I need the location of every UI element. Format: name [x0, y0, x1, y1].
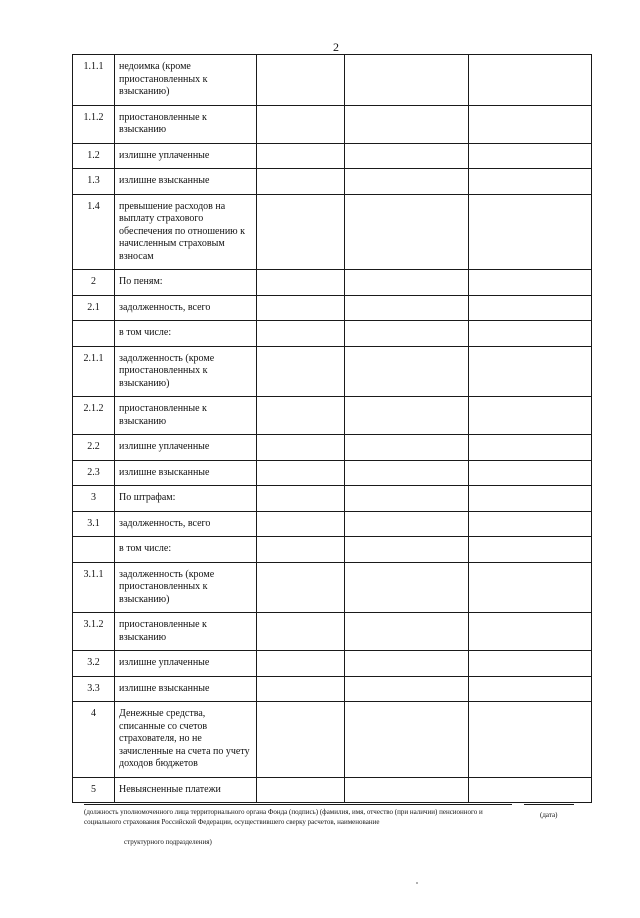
table-row — [73, 613, 592, 651]
table-cell — [469, 676, 592, 702]
table-row — [73, 562, 592, 613]
table-cell — [257, 194, 345, 270]
table-cell — [469, 397, 592, 435]
row-label: в том числе: — [115, 537, 257, 563]
table-cell — [469, 486, 592, 512]
table-row — [73, 702, 592, 778]
table-cell — [257, 651, 345, 677]
table-cell — [469, 537, 592, 563]
row-label: излишне взысканные — [115, 169, 257, 195]
table-cell — [469, 270, 592, 296]
row-number: 1.2 — [73, 143, 115, 169]
row-number: 2.3 — [73, 460, 115, 486]
row-number: 1.3 — [73, 169, 115, 195]
table-cell — [257, 346, 345, 397]
row-label: превышение расходов на выплату страхового обеспечения по отношению к начисленным страховым взносам — [115, 194, 257, 270]
table-cell — [257, 397, 345, 435]
table-cell — [345, 270, 469, 296]
table-row — [73, 777, 592, 803]
row-label: По штрафам: — [115, 486, 257, 512]
row-label: излишне уплаченные — [115, 143, 257, 169]
table-cell — [257, 169, 345, 195]
table-cell — [469, 194, 592, 270]
table-cell — [469, 346, 592, 397]
date-line — [524, 804, 574, 805]
table-row — [73, 460, 592, 486]
table-row — [73, 486, 592, 512]
table-cell — [257, 777, 345, 803]
table-cell — [345, 55, 469, 106]
table-row — [73, 169, 592, 195]
table-cell — [257, 702, 345, 778]
table-row — [73, 651, 592, 677]
table-cell — [469, 435, 592, 461]
table-cell — [257, 613, 345, 651]
row-number: 3.1 — [73, 511, 115, 537]
table-cell — [257, 460, 345, 486]
table-cell — [345, 397, 469, 435]
table-cell — [469, 55, 592, 106]
row-label: излишне взысканные — [115, 676, 257, 702]
row-number — [73, 537, 115, 563]
scan-speck — [416, 882, 418, 884]
table-row — [73, 55, 592, 106]
row-label: приостановленные к взысканию — [115, 613, 257, 651]
row-label: задолженность (кроме приостановленных к взысканию) — [115, 346, 257, 397]
table-cell — [345, 537, 469, 563]
row-number: 2.1.1 — [73, 346, 115, 397]
table-row — [73, 194, 592, 270]
table-cell — [345, 295, 469, 321]
row-number: 5 — [73, 777, 115, 803]
row-number — [73, 321, 115, 347]
row-label: приостановленные к взысканию — [115, 397, 257, 435]
table-cell — [345, 435, 469, 461]
table-cell — [469, 169, 592, 195]
row-label: излишне взысканные — [115, 460, 257, 486]
table-cell — [469, 562, 592, 613]
table-cell — [345, 562, 469, 613]
row-label: излишне уплаченные — [115, 651, 257, 677]
table-cell — [345, 460, 469, 486]
table-cell — [345, 613, 469, 651]
table-row — [73, 143, 592, 169]
table-cell — [345, 321, 469, 347]
signature-line — [84, 804, 512, 805]
table-cell — [345, 105, 469, 143]
row-label: Невыясненные платежи — [115, 777, 257, 803]
row-number: 3.2 — [73, 651, 115, 677]
table-cell — [469, 143, 592, 169]
row-number: 3 — [73, 486, 115, 512]
table-cell — [257, 537, 345, 563]
table-row — [73, 537, 592, 563]
row-label: По пеням: — [115, 270, 257, 296]
page-number: 2 — [333, 40, 339, 54]
table-cell — [469, 511, 592, 537]
row-label: задолженность (кроме приостановленных к взысканию) — [115, 562, 257, 613]
table-cell — [469, 613, 592, 651]
row-number: 3.1.2 — [73, 613, 115, 651]
row-label: излишне уплаченные — [115, 435, 257, 461]
table-cell — [345, 143, 469, 169]
table-cell — [469, 460, 592, 486]
table-row — [73, 346, 592, 397]
table-cell — [469, 295, 592, 321]
table-cell — [257, 295, 345, 321]
row-label: задолженность, всего — [115, 295, 257, 321]
table-cell — [345, 702, 469, 778]
table-cell — [469, 321, 592, 347]
table-cell — [257, 270, 345, 296]
row-number: 1.4 — [73, 194, 115, 270]
row-number: 2.2 — [73, 435, 115, 461]
table-cell — [257, 55, 345, 106]
date-caption: (дата) — [540, 811, 558, 819]
row-label: задолженность, всего — [115, 511, 257, 537]
reconciliation-table — [72, 54, 592, 803]
table-cell — [257, 562, 345, 613]
table-cell — [345, 651, 469, 677]
table-cell — [257, 143, 345, 169]
row-label: в том числе: — [115, 321, 257, 347]
row-number: 2.1 — [73, 295, 115, 321]
table-row — [73, 397, 592, 435]
table-row — [73, 270, 592, 296]
table-cell — [469, 651, 592, 677]
table-cell — [345, 511, 469, 537]
row-number: 2 — [73, 270, 115, 296]
table-row — [73, 105, 592, 143]
table-cell — [345, 486, 469, 512]
table-row — [73, 295, 592, 321]
table-row — [73, 321, 592, 347]
row-label: Денежные средства, списанные со счетов страхователя, но не зачисленные на счета по учету доходов бюджетов — [115, 702, 257, 778]
row-label: приостановленные к взысканию — [115, 105, 257, 143]
row-number: 3.3 — [73, 676, 115, 702]
table-cell — [257, 435, 345, 461]
table-cell — [469, 777, 592, 803]
row-number: 1.1.1 — [73, 55, 115, 106]
row-number: 4 — [73, 702, 115, 778]
table-cell — [345, 346, 469, 397]
row-number: 1.1.2 — [73, 105, 115, 143]
row-number: 3.1.1 — [73, 562, 115, 613]
table-row — [73, 511, 592, 537]
table-cell — [257, 486, 345, 512]
table-cell — [469, 105, 592, 143]
table-cell — [345, 777, 469, 803]
table-cell — [257, 511, 345, 537]
signature-caption: (должность уполномоченного лица территориального органа Фонда (подпись) (фамилия, имя, отчество (при наличии) пенсионного и социального страхования Российской Федерации, осуществившего сверку расчетов, наименование — [84, 808, 483, 826]
row-number: 2.1.2 — [73, 397, 115, 435]
row-label: недоимка (кроме приостановленных к взысканию) — [115, 55, 257, 106]
table-cell — [345, 169, 469, 195]
table-row — [73, 435, 592, 461]
table-cell — [257, 321, 345, 347]
table-cell — [345, 194, 469, 270]
table-cell — [469, 702, 592, 778]
table-cell — [345, 676, 469, 702]
table-cell — [257, 676, 345, 702]
table-cell — [257, 105, 345, 143]
subdivision-caption: структурного подразделения) — [124, 838, 212, 846]
table-row — [73, 676, 592, 702]
